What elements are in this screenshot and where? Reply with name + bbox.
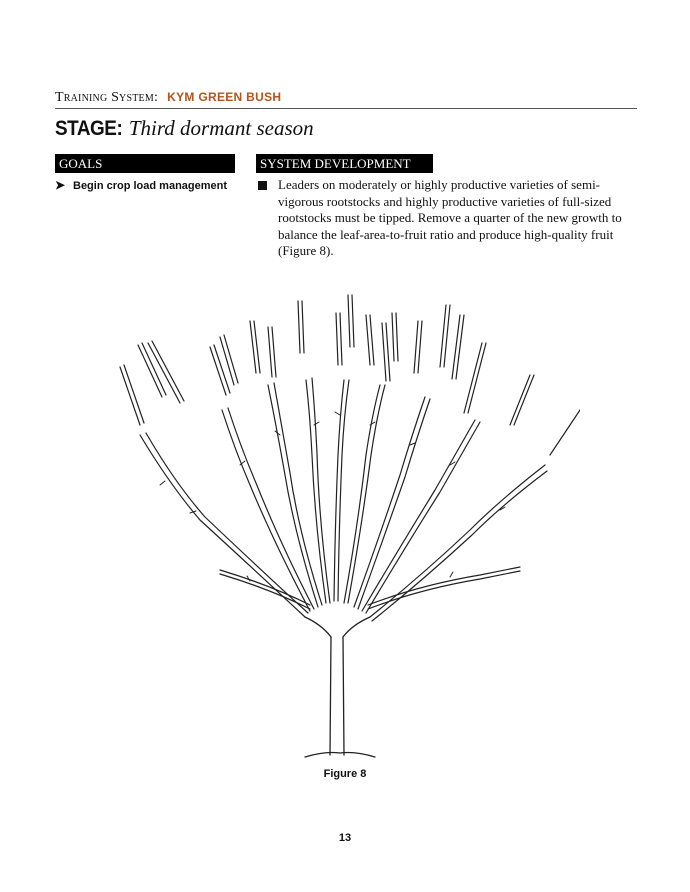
- header-system-name: KYM GREEN BUSH: [167, 90, 282, 104]
- page-number: 13: [338, 832, 352, 844]
- pruned-tree-illustration: [100, 285, 580, 765]
- stage-heading: [55, 116, 314, 141]
- stage-label: STAGE:: [55, 117, 123, 140]
- stage-value: Third dormant season: [128, 116, 314, 140]
- goals-heading: GOALS: [55, 154, 235, 173]
- arrow-bullet-icon: ➤: [55, 178, 66, 192]
- goal-item-text: Begin crop load management: [73, 180, 228, 192]
- goal-item: [55, 178, 227, 192]
- system-development-item: [258, 177, 638, 260]
- figure-caption: Figure 8: [323, 768, 367, 780]
- header-label: Training System:: [55, 90, 159, 105]
- square-bullet-icon: [258, 181, 267, 190]
- system-development-heading: SYSTEM DEVELOPMENT: [256, 154, 433, 173]
- system-development-text: Leaders on moderately or highly productive varieties of semi-vigorous rootstocks and highly productive varieties of full-sized rootstocks must be tipped. Remove a quarter of the new growth to balance the leaf-area-to-fruit ratio and produce high-quality fruit (Figure 8).: [278, 177, 622, 258]
- running-header: [55, 86, 637, 109]
